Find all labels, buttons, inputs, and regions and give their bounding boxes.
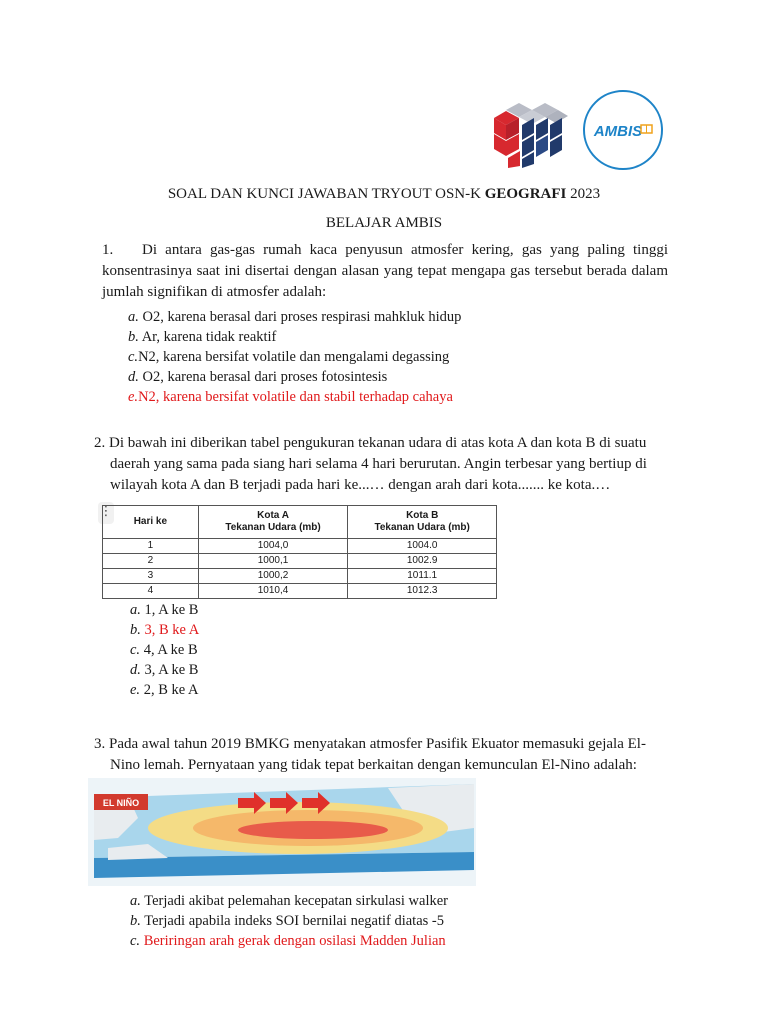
question-2-line-3: wilayah kota A dan B terjadi pada hari ke...… dengan arah dari kota....... ke kota.… [110, 477, 611, 493]
option-1e-answer: e.N2, karena bersifat volatile dan stabil terhadap cahaya [128, 389, 453, 405]
option-3a: a. Terjadi akibat pelemahan kecepatan sirkulasi walker [130, 893, 448, 909]
question-3-line-1: 3. Pada awal tahun 2019 BMKG menyatakan atmosfer Pasifik Ekuator memasuki gejala El- [94, 736, 646, 752]
question-1-number: 1. [102, 242, 114, 258]
option-1b: b. Ar, karena tidak reaktif [128, 329, 277, 345]
question-3-line-2: Nino lemah. Pernyataan yang tidak tepat berkaitan dengan kemunculan El-Nino adalah: [110, 757, 637, 773]
question-2-line-1: 2. Di bawah ini diberikan tabel pengukuran tekanan udara di atas kota A dan kota B di suatu [94, 435, 647, 451]
document-subtitle: BELAJAR AMBIS [325, 215, 443, 231]
ambis-logo [582, 89, 664, 171]
question-1-text: Di antara gas-gas rumah kaca penyusun atmosfer kering, gas yang paling tinggi konsentrasinya saat ini disertai dengan alasan yang tepat mengapa gas tersebut berada dalam jumlah signifikan di atmosfer adalah: [102, 242, 668, 300]
ambis-logo-text: AMBIS [593, 123, 643, 140]
option-1a: a. O2, karena berasal dari proses respirasi mahkluk hidup [128, 309, 462, 325]
option-3c-answer: c. Beriringan arah gerak dengan osilasi Madden Julian [130, 933, 446, 949]
question-2-options [130, 600, 199, 700]
header-hari-ke: Hari ke [103, 506, 199, 539]
question-3-options [130, 891, 448, 951]
question-2-line-2: daerah yang sama pada siang hari selama 4 hari berurutan. Angin terbesar yang bertiup di [110, 456, 647, 472]
cube-logo [492, 98, 570, 170]
title-subject: GEOGRAFI [484, 186, 567, 202]
option-2b-answer: b. 3, B ke A [130, 622, 200, 638]
header-kota-b: Kota B Tekanan Udara (mb) [348, 506, 497, 539]
question-1 [102, 240, 668, 303]
option-1d: d. O2, karena berasal dari proses fotosintesis [128, 369, 388, 385]
question-2 [94, 433, 674, 496]
question-1-options [128, 307, 461, 407]
table-row: 1 1004,0 1004.0 [103, 539, 497, 554]
document-title: SOAL DAN KUNCI JAWABAN TRYOUT OSN-K GEOGRAFI 2023 [167, 186, 601, 202]
question-3 [94, 734, 674, 776]
option-3b: b. Terjadi apabila indeks SOI bernilai negatif diatas -5 [130, 913, 444, 929]
option-2a: a. 1, A ke B [130, 602, 199, 618]
header-kota-a: Kota A Tekanan Udara (mb) [198, 506, 348, 539]
table-row: 3 1000,2 1011.1 [103, 569, 497, 584]
table-row: 4 1010,4 1012.3 [103, 584, 497, 599]
table-header-row [103, 506, 497, 539]
option-2e: e. 2, B ke A [130, 682, 199, 698]
option-1c: c.N2, karena bersifat volatile dan mengalami degassing [128, 349, 450, 365]
more-options-icon[interactable]: ⋮ [98, 502, 114, 524]
el-nino-label: EL NIÑO [102, 798, 140, 808]
option-2d: d. 3, A ke B [130, 662, 199, 678]
table-row: 2 1000,1 1002.9 [103, 554, 497, 569]
pressure-table [102, 505, 497, 599]
option-2c: c. 4, A ke B [130, 642, 198, 658]
el-nino-image [88, 778, 476, 886]
